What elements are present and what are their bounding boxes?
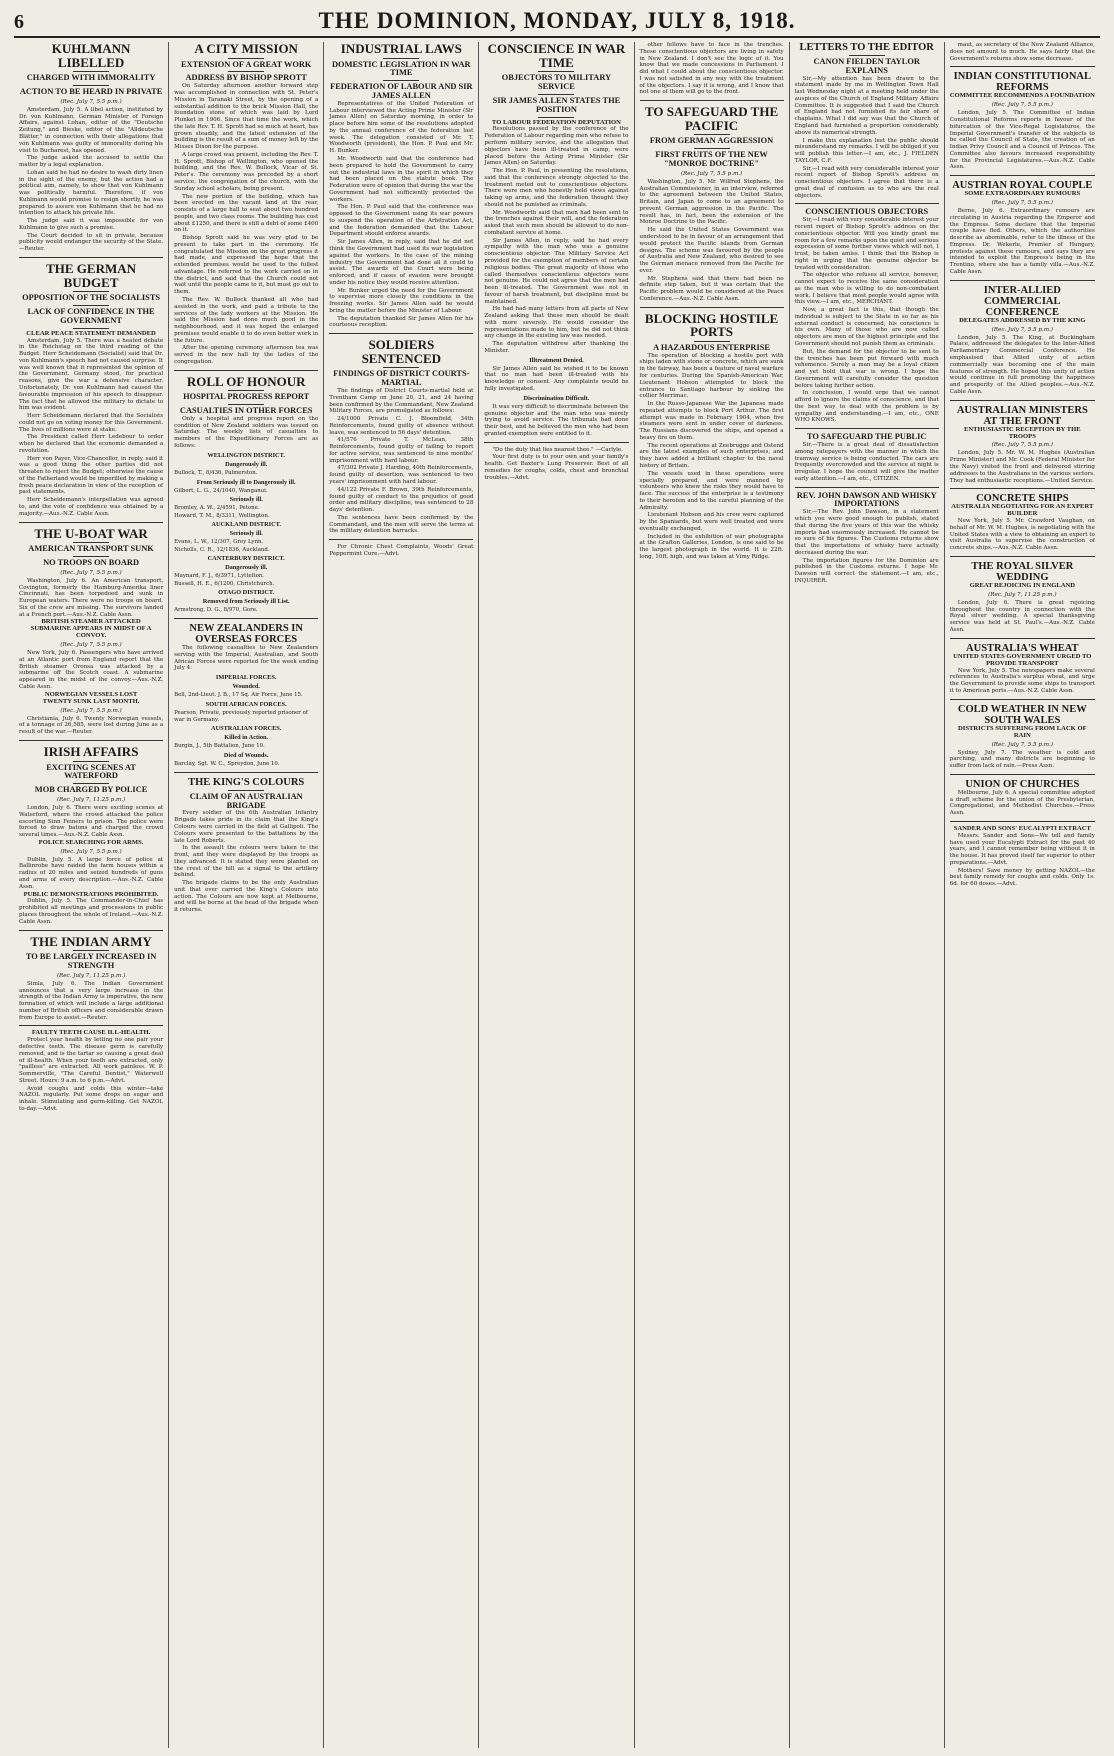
divider (538, 71, 574, 72)
divider (694, 134, 730, 135)
paragraph: The deputation withdrew after thanking the Minister. (484, 341, 629, 354)
divider (950, 488, 1095, 489)
column-6 (790, 42, 945, 1748)
paragraph: Lieutenant Hobson and his crew were captured by the Spaniards, but were well treated and were eventually exchanged. (639, 512, 784, 532)
list-item: Bullock, T., 8/436, Palmerston. (174, 469, 258, 476)
headline: TO SAFEGUARD THE PUBLIC (806, 432, 927, 442)
divider (950, 175, 1095, 176)
headline: LETTERS TO THE EDITOR (799, 42, 934, 53)
paragraph: Sir,—I read with very considerable interest your recent report of Bishop Sprott's address on conscientious objectors. I agree that there is a great deal of confusion as to who are the real objectors. (794, 165, 939, 199)
dateline: (Rec. July 7, 5.5 p.m.) (60, 569, 122, 576)
list-item: Bell, 2nd-Lieut. J. B., 17 Sq. Air Force, June 15. (174, 692, 303, 699)
paragraph: 41/576 Private T. McLean, 38th Reinforcements, found guilty of failing to report for active service, was sentenced to nine months' imprisonment with hard labour. (329, 437, 474, 464)
subheadline: LACK OF CONFIDENCE IN THE GOVERNMENT (27, 307, 155, 325)
paragraph: The brigade claims to be the only Australian unit that ever carried the King's Colours into action. The Colours are now kept at Melbourne, and will be borne at the head of the brigade when it returns. (174, 880, 319, 914)
divider (19, 930, 163, 931)
paragraph: Mr. Woodworth said that men had been sent to the trenches against their will, and the federation asked that such men should be allowed to do non-combatant service at home. (484, 209, 629, 236)
column-1 (14, 42, 169, 1748)
headline: INDIAN CONSTITUTIONAL REFORMS (953, 71, 1092, 94)
divider (329, 539, 473, 540)
headline: INTER-ALLIED COMMERCIAL CONFERENCE (983, 284, 1061, 318)
subheadline: OBJECTORS TO MILITARY SERVICE (501, 73, 612, 92)
story-indian-army (19, 935, 163, 1022)
headline: COLD WEATHER IN NEW SOUTH WALES (957, 703, 1087, 726)
paragraph: The judge asked the accused to settle the matter by a legal explanation. (19, 155, 164, 169)
column-3 (324, 42, 479, 1748)
story-austrian-royal (950, 180, 1095, 276)
ad-text: Avoid coughs and colds this winter—take NAZOL regularly. Put some drops on sugar and inhale. Stimulating and germ-killing. Get NAZOL to-day.—Advt. (19, 1085, 164, 1112)
headline: THE ROYAL SILVER WEDDING (971, 560, 1074, 583)
headline: CONSCIENCE IN WAR TIME (487, 42, 626, 70)
paragraph: Simla, July 6. The Indian Government announces that a very large increase in the strength of the Indian Army is imperative, the new formation of which will include a large additional number of British officers and considerable drawn from Europe to assist.—Reuter. (19, 980, 164, 1021)
divider (228, 58, 264, 59)
subheadline: CLAIM OF AN AUSTRALIAN BRIGADE (189, 791, 303, 810)
divider (383, 80, 419, 81)
story-silver-wedding (950, 561, 1095, 634)
divider (849, 55, 885, 56)
divider (329, 333, 473, 334)
divider (694, 341, 730, 342)
list-label: Dangerously ill. (225, 564, 268, 572)
list-label: Seriously ill. (229, 496, 263, 504)
paragraph: Herr Scheidemann's interpellation was agreed to, and the vote of confidence was obtained by a majority.—Aus.-N.Z. Cable Assn. (19, 497, 164, 517)
paragraph: He had had many letters from all parts of New Zealand asking that these men should be dealt with more severely. He would consider the representations made to him, but he did not think any change in the existing law was needed. (484, 306, 629, 340)
story-safeguard-public (795, 433, 939, 482)
divider (73, 542, 109, 543)
paragraph: London, July 6. There were exciting scenes at Waterford, where the crowd attacked the police escorting Sinn Feiners to prison. The police were forced to draw batons and charged the crowd several times.—Aus.-N.Z. Cable Assn. (19, 804, 164, 839)
story-industrial-laws (329, 42, 473, 329)
divider (73, 305, 109, 306)
subheadline: UNITED STATES GOVERNMENT URGED TO PROVIDE TRANSPORT (953, 652, 1092, 667)
story-roll-of-honour (174, 375, 318, 614)
headline: SOLDIERS SENTENCED (361, 337, 442, 366)
subheadline: PUBLIC DEMONSTRATIONS PROHIBITED. (23, 890, 159, 898)
story-indian-reforms (950, 71, 1095, 171)
subheadline: CHARGED WITH IMMORALITY (26, 73, 156, 83)
subheadline: ENTHUSIASTIC RECEPTION BY THE TROOPS (963, 425, 1081, 440)
divider (640, 307, 784, 308)
divider (484, 442, 628, 443)
paragraph: The sentences have been confirmed by the Commandant, and the men will serve the terms at the military detention barracks. (329, 514, 474, 535)
divider (950, 280, 1095, 281)
paragraph: The objector who refuses all service, however, cannot expect to receive the same consideration as the man who is willing to do non-combatant work. I believe that most people would agree with this view.—I am, etc., MERCHANT. (794, 272, 939, 306)
paragraph: Sydney, July 7. The weather is cold and parching, and many districts are beginning to suffer from lack of rain.—Press Assn. (949, 749, 1095, 770)
paragraph: The deputation thanked Sir James Allen for his courteous reception. (329, 315, 474, 329)
subheadline: CASUALTIES IN OTHER FORCES (179, 406, 313, 416)
paragraph: Sir,—I read with very considerable interest your recent report of Bishop Sprott's address on the conscientious objector. Will you kindly grant me room for a few remarks upon the quiet and serious expression of some further views which will not, I trust, be taken amiss. I think that the Bishop is right in urging that the genuine objector be treated with consideration. (794, 217, 939, 271)
section-label: AUSTRALIAN FORCES. (211, 725, 282, 733)
paragraph: Sir,—There is a great deal of dissatisfaction among ratepayers with the manner in which the tramway service is being conducted. The cars are frequently overcrowded and the service at night is irregular. I hope the council will give the matter early attention.—I am, etc., CITIZEN. (794, 442, 939, 482)
paragraph: He said the United States Government was understood to be in favour of an arrangement that would protect the Pacific islands from German designs. The scheme was favoured by the people of Australia and New Zealand, who desired to see the German menace removed from the Pacific for ever. (639, 227, 784, 274)
subheadline: NORWEGIAN VESSELS LOST (44, 690, 138, 698)
subheadline: FEDERATION OF LABOUR AND SIR JAMES ALLEN (330, 82, 473, 101)
subheadline: EXTENSION OF A GREAT WORK (180, 59, 312, 69)
divider (73, 556, 109, 557)
subheadline: DELEGATES ADDRESSED BY THE KING (959, 316, 1086, 324)
columns (14, 42, 1100, 1748)
divider (73, 85, 109, 86)
divider (174, 370, 318, 371)
paragraph: The recent operations at Zeebrugge and Ostend are the latest examples of such enterprises, and they have added a brilliant chapter to the naval history of Britain. (639, 442, 784, 469)
paragraph: Sir James Allen, in reply, said that he did not think the Government had used its war legislation against the workers. In the case of the mining industry the Government had done all it could to assist. The awards of the Court were being enforced, and if cases of evasion were brought under his notice they would receive attention. (329, 239, 474, 286)
paragraph: Bishop Sprott said he was very glad to be present to take part in the ceremony. He congratulated the Mission on the great progress it had made, and expressed the hope that the extended premises would be used to the fullest advantage. He referred to the work carried on in the district, and said that the Church could not wait until the people came to it, but must go out to them. (174, 235, 319, 296)
headline: THE KING'S COLOURS (188, 776, 305, 788)
list-item: Barclay, Sgt. W. C., Spreydon, June 10. (174, 761, 280, 768)
headline: THE GERMAN BUDGET (46, 260, 137, 290)
list-label: Killed in Action. (224, 734, 269, 742)
column-2 (169, 42, 324, 1748)
story-objectors-letter (795, 208, 939, 424)
list-item: Burgin, J., 5th Battalion, June 10. (174, 743, 265, 750)
paragraph: other fellows have to face in the trenches. These conscientious objectors are living in safety in New Zealand. I don't see the logic of it. You know that we made concessions in Parliament. I did what I could about the conscientious objector. I was not satisfied in any way with the treatment of the objectors. I say it is wrong, and I know that not one of them will go to the front. (639, 42, 784, 96)
column-5 (635, 42, 790, 1748)
paragraph: The President called Herr Ledebour to order when he declared that the economic demanded a revolution. (19, 434, 164, 454)
subheadline: AUSTRALIA NEGOTIATING FOR AN EXPERT BUILDER (951, 503, 1094, 518)
story-irish-affairs (19, 745, 163, 926)
list-label: From Seriously ill to Dangerously ill. (196, 478, 296, 486)
subheadline: OPPOSITION OF THE SOCIALISTS (22, 293, 161, 303)
paragraph: Included in the exhibition of war photographs at the Grafton Galleries, London, is one said to be the largest photograph in the world. It is 22ft. long, 10ft. high, and was taken at Vimy Ridge. (639, 533, 784, 560)
dateline: (Rec. July 7, 5.5 p.m.) (680, 170, 743, 177)
newspaper-title: THE DOMINION, MONDAY, JULY 8, 1918. (318, 8, 796, 33)
story-german-budget (19, 262, 163, 518)
headline: NEW ZEALANDERS IN OVERSEAS FORCES (189, 623, 303, 646)
subheadline: DOMESTIC LEGISLATION IN WAR TIME (332, 59, 471, 78)
section-label: OTAGO DISTRICT. (218, 589, 275, 597)
paragraph: Only a hospital and progress report on the condition of New Zealand soldiers was issued on Saturday. The weekly lists of casualties to members of the Expeditionary Forces are as follows: (174, 415, 319, 449)
story-letters (795, 42, 939, 199)
column-4 (479, 42, 634, 1748)
story-inter-allied (950, 285, 1095, 396)
paragraph: Washington, July 6. An American transport, Covington, formerly the Hamburg-Amerika liner Cincinnati, has been torpedoed and sunk in European waters. There were no troops on board. Six of the crew are missing. The survivors landed at a French port.—Aus.-N.Z. Cable Assn. (19, 577, 164, 618)
story-whisky (795, 492, 939, 585)
dateline: (Rec. July 7, 5.5 p.m.) (60, 848, 122, 855)
list-label: Removed from Seriously ill List. (202, 598, 290, 606)
divider (950, 699, 1095, 700)
paragraph: Mr. Bunker urged the need for the Government to supervise more closely the conditions in the freezing works. Sir James Allen said he would bring the matter before the Minister of Labour. (329, 287, 474, 314)
section-label: Discrimination Difficult. (523, 394, 590, 402)
divider (795, 487, 939, 488)
paragraph: Sir James Allen, in reply, said he had every sympathy with the man who was a genuine conscientious objector. The Military Service Act provided for the exemption of members of certain religious bodies. The great majority of those who called themselves conscientious objectors were not genuine. He could not agree that the men had been ill-treated. The Government was not in favour of harsh treatment, but discipline must be maintained. (484, 237, 629, 305)
paragraph: London, July 5. Mr. W. M. Hughes (Australian Prime Minister) and Mr. Cook (Federal Minister for the Navy) visited the front and delivered stirring addresses to the Australians in the various sectors. They had enthusiastic receptions.—United Service. (949, 450, 1095, 484)
section-label: IMPERIAL FORCES. (215, 674, 277, 682)
divider (19, 1025, 163, 1026)
dateline: (Rec. July 7, 5.5 p.m.) (991, 326, 1053, 333)
divider (73, 328, 109, 329)
divider (228, 71, 264, 72)
story-australia-wheat (950, 643, 1095, 695)
divider (795, 428, 939, 429)
divider (694, 148, 730, 149)
list-label: Seriously ill. (229, 530, 263, 538)
list-item: Pearson, Private, previously reported prisoner of war in Germany. (174, 709, 308, 723)
paragraph: Herr von Payer, Vice-Chancellor, in reply, said it was a good thing the other parties did not threaten to reject the Budget; otherwise the cause of the Fatherland would be imperilled by making a fresh peace declaration in view of the reception of past statements. (19, 455, 164, 496)
story-u-boat (19, 527, 163, 736)
subheadline: EXCITING SCENES AT WATERFORD (46, 762, 136, 781)
ad-text: "Do the duty that lies nearest thee." —Carlyle. (492, 446, 623, 453)
paragraph: maut, as secretary of the New Zealand Alliance, does not amount to much. He says fairly that the Government's returns show some decrease. (949, 42, 1095, 62)
paragraph: Resolutions passed by the conference of the Federation of Labour regarding men who refuse to perform military service, and the allegation that objectors have been ill-treated in camp, were placed before the Acting Prime Minister (Sir James Allen) on Saturday. (484, 126, 629, 167)
page-number: 6 (14, 11, 24, 33)
dateline: (Rec. July 7, 5.5 p.m.) (991, 102, 1053, 109)
ad-text: For Chronic Chest Complaints, Woods' Great Peppermint Cure.—Advt. (329, 544, 474, 557)
story-blocking-ports (640, 312, 784, 561)
divider (73, 950, 109, 951)
divider (19, 522, 163, 523)
paragraph: Sir James Allen said he wished it to be known that no man had been ill-treated with his knowledge or consent. Any complaints would be fully investigated. (484, 365, 629, 393)
subheadline: HOSPITAL PROGRESS REPORT (183, 392, 310, 402)
subheadline: FROM GERMAN AGGRESSION (649, 136, 774, 146)
headline: INDUSTRIAL LAWS (340, 42, 462, 56)
story-conscience (484, 42, 628, 438)
section-label: AUCKLAND DISTRICT. (211, 521, 281, 529)
story-cold-weather (950, 704, 1095, 770)
list-item: Armstrong, D. G., 8/970, Gore. (174, 607, 258, 614)
dateline: (Rec. July 7, 11.25 p.m.) (988, 591, 1057, 598)
subheadline: SIR JAMES ALLEN STATES THE POSITION (492, 95, 621, 114)
subheadline: POLICE SEARCHING FOR ARMS. (38, 838, 144, 846)
advertisement (19, 1030, 163, 1112)
paragraph: Berne, July 6. Extraordinary rumours are circulating in Austria regarding the Emperor and the Empress. Some declare that the Imperial couple have fled. Others, which the authorities describe as abominable, refer to the illness of the Empress. Dr. Wekerle, Premier of Hungary, protests against these rumours, and says they are intended to exploit the Empress's being in the Trentino, where she has a family villa.—Aus.-N.Z. Cable Assn. (949, 208, 1095, 275)
section-label: SOUTH AFRICAN FORCES. (205, 700, 287, 708)
dateline: (Rec. July 7, 11.25 p.m.) (56, 796, 126, 803)
list-item: Howard, T. M., 8/3311, Wellington. (174, 512, 270, 519)
column-7 (945, 42, 1100, 1748)
paragraph: Every soldier of the 6th Australian Infantry Brigade takes pride in its claim that the King's Colours were carried in the field at Gallipoli. The Colours were presented to the battalions by the late Lord Roberts. (174, 810, 319, 844)
ad-text: Messrs. Sander and Sons—We tell and family have used your Eucalypti Extract for the past 40 years, and I cannot remember being without it in the house. It has proved itself far superior to other preparations.—Advt. (949, 832, 1095, 866)
subheadline: TO BE LARGELY INCREASED IN STRENGTH (25, 952, 157, 970)
paragraph: New York, July 5. Mr. Crawford Vaughan, on behalf of Mr. W. M. Hughes, is negotiating with the United States with a view to obtaining an expert to visit Australia to supervise the construction of concrete ships.—Aus.-N.Z. Cable Assn. (949, 518, 1095, 552)
paragraph: The Rev. W. Bullock thanked all who had assisted in the work, and paid a tribute to the services of the lady workers at the Mission. He said the Mission had done much good in the neighbourhood, and it was hoped the enlarged premises would enable it to do even better work in the future. (174, 297, 319, 344)
divider (228, 790, 264, 791)
list-label: Died of Wounds. (223, 752, 269, 760)
divider (795, 203, 939, 204)
divider (19, 740, 163, 741)
ad-headline: SANDER AND SONS' EUCALYPTI EXTRACT (953, 824, 1091, 832)
headline: IRISH AFFAIRS (43, 743, 139, 759)
paragraph: Sir,—The Rev. John Dawson, in a statement which you were good enough to publish, stated that during the five years of this war the whisky imports had enormously increased. He cannot be so sure of his figures. The Customs returns show that the importations of whisky have actually decreased during the war. (794, 509, 939, 556)
ad-headline: FAULTY TEETH CAUSE ILL-HEALTH. (31, 1029, 151, 1037)
divider (73, 783, 109, 784)
subheadline: DISTRICTS SUFFERING FROM LACK OF RAIN (958, 724, 1087, 739)
paragraph: After the opening ceremony afternoon tea was served in the new hall by the ladies of the congregation. (174, 345, 319, 365)
dateline: (Rec. July 7, 5.5 p.m.) (60, 642, 122, 649)
paragraph: Amsterdam, July 5. A libel action, instituted by Dr. von Kuhlmann, German Minister of Foreign Affairs, against Lohan, editor of the "Deutsche Zeitung," and Bieske, editor of the "Alldeutsche Blätter," in connection with their allegations that von Kuhlmann was guilty of immorality during his visit to Bucharest, has opened. (19, 106, 164, 154)
paragraph: Christiania, July 6. Twenty Norwegian vessels, of a tonnage of 26,585, were lost during June as a result of the war.—Reuter. (19, 715, 164, 736)
subheadline: GREAT REJOICING IN ENGLAND (969, 582, 1076, 590)
paragraph: The operation of blocking a hostile port with ships laden with stone or concrete, which are sunk in the fairway, has been a feature of naval warfare for centuries. During the Spanish-American War, Lieutenant Hobson attempted to block the entrance to Santiago harbour by sinking the collier Merrimac. (639, 352, 784, 400)
headline: THE INDIAN ARMY (30, 933, 152, 949)
divider (383, 58, 419, 59)
story-kings-colours (174, 777, 318, 914)
subheadline: A HAZARDOUS ENTERPRISE (653, 342, 770, 352)
headline: AUSTRIAN ROYAL COUPLE (952, 180, 1093, 192)
paragraph: New York, July 6. Passengers who have arrived at an Atlantic port from England report that the British steamer Oronsa was attacked by a submarine off the Scotch coast. A submarine appeared in the midst of the convoy.—Aus.-N.Z. Cable Assn. (19, 650, 164, 690)
paragraph: Mr. Woodworth said that the conference had been prepared to hold the Government to carry out the industrial laws in the spirit in which they had been placed on the statute book. The Federation were of opinion that during the war the Government had not sufficiently protected the workers. (329, 156, 474, 203)
section-label: CANTERBURY DISTRICT. (207, 555, 285, 563)
paragraph: Now, a great fact is this, that though the individual is subject to the State in so far as his external conduct is concerned, his conscience is his own. Many of those who are now called objectors are men of the highest principle and the Government should not punish them as criminals. (794, 307, 939, 348)
ad-text: Mothers! Save money by getting NAZOL—the best family remedy for coughs and colds. Only 1s. 6d. for 60 doses.—Advt. (949, 867, 1095, 888)
divider (640, 100, 784, 101)
paragraph: The new portion of the building, which has been erected on the vacant land at the rear, consists of a large hall to seat about two hundred people, and two class rooms. The building has cost about £1250, and there is still a debt of some £400 on it. (174, 193, 319, 234)
paragraph: The Hon. P. Paul, in presenting the resolutions, said that the conference strongly objected to the treatment meted out to conscientious objectors. There were men who honestly held views against taking up arms, and the federation thought they should not be punished as criminals. (484, 168, 629, 208)
paragraph: In the assault the colours were taken to the front, and they were displayed by the troops as they advanced. It is stated they were planted on the crest of the hill as a signal to the artillery behind. (174, 845, 319, 879)
paragraph: The Hon. P. Paul said that the conference was opposed to the Government using its war powers to suspend the operation of the Arbitration Act, and the federation demanded that the Labour Department should enforce awards. (329, 204, 474, 238)
subheadline: COMMITTEE RECOMMENDS A FOUNDATION (949, 92, 1095, 100)
list-label: Wounded. (232, 683, 260, 691)
paragraph: The Court decided to sit in private, because publicity would endanger the security of the State.—Reuter. (19, 232, 164, 253)
subheadline: TO LABOUR FEDERATION DEPUTATION (491, 118, 621, 126)
subheadline: SUBMARINE APPEARS IN MIDST OF A CONVOY. (30, 625, 152, 640)
headline: CONSCIENTIOUS OBJECTORS (805, 207, 929, 217)
divider (950, 556, 1095, 557)
paragraph: I make this explanation lest the public should misunderstand my remarks. I will be obliged if you will publish this letter.—I am, etc., J. FIELDEN TAYLOR, C.F. (794, 137, 939, 164)
list-item: Maynard, F. J., 6/3971, Lyttelton. (174, 573, 265, 580)
paragraph: On Saturday afternoon another forward step was accomplished in connection with St. Peter's Mission in Taranaki Street, by the opening of a substantial addition to the brick Mission Hall, the foundation stone of which was laid by Lord Plunket in 1906. Since that time the work, which the late Rev. T. H. Sprott had so much at heart, has grown steadily, and the latest extension of the building is the result of a sum of money left by the Misses Dixon for the purpose. (174, 83, 319, 151)
paragraph: The judge said it was impossible for von Kuhlmann to give such a promise. (19, 218, 164, 231)
paragraph: New York, July 5. The newspapers make several references to Australia's surplus wheat, and urge the Government to provide some ships to transport it to American ports.—Aus.-N.Z. Cable Assn. (949, 667, 1095, 694)
dateline: (Rec. July 7, 5.5 p.m.) (60, 707, 122, 714)
divider (73, 761, 109, 762)
subheadline: CLEAR PEACE STATEMENT DEMANDED (26, 329, 156, 337)
headline: BLOCKING HOSTILE PORTS (644, 310, 779, 340)
masthead (14, 8, 1100, 38)
subheadline: ACTION TO BE HEARD IN PRIVATE (19, 87, 163, 97)
subheadline: BRITISH STEAMER ATTACKED (41, 618, 141, 626)
story-overseas-forces (174, 623, 318, 768)
paragraph: It was very difficult to discriminate between the genuine objector and the man who was merely trying to avoid service. The tribunals had done their best, and he believed the men who had been granted exemption were entitled to it. (484, 403, 629, 437)
paragraph: The importation figures for the Dominion are published in the Customs returns. I hope Mr. Dawson will correct the statement.—I am, etc., INQUIRER. (794, 557, 939, 584)
paragraph: 44/122 Private F. Brown, 39th Reinforcements, found guilty of conduct to the prejudice of good order and military discipline, was sentenced to 28 days' detention. (329, 486, 474, 514)
story-concrete-ships (950, 493, 1095, 552)
paragraph: Dublin, July 5. The Commander-in-Chief has prohibited all meetings and processions in public places throughout the whole of Ireland.—Aus.-N.Z. Cable Assn. (19, 898, 164, 925)
story-soldiers-sentenced (329, 338, 473, 535)
paragraph: A large crowd was present, including the Rev. T. H. Sprott, Bishop of Wellington, who opened the building, and the Rev. W. Bullock, Vicar of St. Peter's. The ceremony was preceded by a short service, the congregation of the church, with the Sunday school scholars, being present. (174, 151, 319, 192)
paragraph: The findings of District Courts-martial held at Trentham Camp on June 20, 21, and 24 having been confirmed by the Commandant, New Zealand Military Forces, are promulgated as follows: (329, 388, 474, 415)
paragraph: 47/302 Private J. Harding, 40th Reinforcements, found guilty of desertion, was sentenced to two years' imprisonment with hard labour. (329, 465, 474, 486)
divider (950, 774, 1095, 775)
paragraph: London, July 5. The King, at Buckingham Palace, addressed the delegates to the Inter-Allied Parliamentary Commercial Conference. He emphasised that Allied unity of action commercially was becoming one of the main features of strength. He hoped this unity of action would continue in full promoting the happiness and prosperity of the Allied peoples.—Aus.-N.Z. Cable Assn. (949, 334, 1095, 395)
subheadline: TWENTY SUNK LAST MONTH. (42, 697, 140, 705)
paragraph: Mr. Stephens said that there had been no definite step taken, but it was certain that the Pacific problem would be considered at the Peace Conference.—Aus.-N.Z. Cable Assn. (639, 275, 784, 302)
subheadline: CANON FIELDEN TAYLOR EXPLAINS (813, 57, 920, 75)
paragraph: In conclusion, I would urge that we cannot afford to ignore the claims of conscience, and that the best way to deal with the problem is by sympathy and understanding.—I am, etc., ONE WHO KNOWS. (794, 390, 939, 424)
dateline: (Rec. July 7, 11.25 p.m.) (56, 972, 126, 979)
divider (228, 390, 264, 391)
section-label: WELLINGTON DISTRICT. (207, 451, 285, 459)
divider (174, 618, 318, 619)
paragraph: London, July 5. The Committee of Indian Constitutional Reforms reports in favour of the bifurcation of the Vice-Regal Legislatures, the Imperial Government's transfer of the subjects to be called the Council of State, the creation of an Indian Privy Council and a Council of Princes. The Committee also favours increased responsibility for the Provincial Legislatures.—Aus.-N.Z. Cable Assn. (949, 110, 1095, 171)
headline: CONCRETE SHIPS (976, 493, 1069, 505)
subheadline: ADDRESS BY BISHOP SPROTT (185, 73, 307, 83)
advertisement (950, 826, 1095, 888)
subheadline: SOME EXTRAORDINARY RUMOURS (964, 190, 1081, 198)
subheadline: AMERICAN TRANSPORT SUNK (28, 544, 154, 554)
paragraph: Representatives of the United Federation of Labour interviewed the Acting Prime Minister (Sir James Allen) on Saturday morning, in order to place before him some of the resolutions adopted by the annual conference of the federation last week. The delegation consisted of Mr. T. Woodworth (president), the Hon. P. Paul and Mr. H. Bunker. (329, 100, 474, 155)
headline: AUSTRALIA'S WHEAT (966, 642, 1079, 654)
headline: AUSTRALIAN MINISTERS AT THE FRONT (956, 404, 1088, 427)
list-item: Bromley, A. W., 2/4591, Petone. (174, 505, 260, 512)
advertisement (484, 447, 628, 482)
divider (73, 291, 109, 292)
divider (950, 400, 1095, 401)
paragraph: Herr Scheidemann declared that the Socialists could not go on voting money for this Government. The lives of millions were at stake. (19, 413, 164, 433)
paragraph: London, July 6. There is great rejoicing throughout the country in connection with the Royal silver wedding. A special thanksgiving service was held at St. Paul's.—Aus.-N.Z. Cable Assn. (949, 599, 1095, 633)
divider (19, 257, 163, 258)
list-item: Bussell, H. E., 6/1200, Christchurch. (174, 580, 275, 587)
list-label: Dangerously ill. (225, 460, 268, 468)
paragraph: Lohan said he had no desire to wash dirty linen in the sight of the enemy, but the action had a political aim, namely, to show that von Kuhlmann was politically harmful. Therefore, if von Kuhlmann would promise to resign shortly, he was prepared to assure von Kuhlmann that he had no intention to attack his private life. (19, 169, 164, 217)
ad-text: Protect your health by letting no one pair your defective teeth. The disease germ is carefully removed, and is the tartar so causing a great deal of ill-health. When your teeth are extracted, only "pailless" are extracted. All work painless. W. P. Sommerville, "The Careful Dentist," Waterwell Street. Hours: 9 a.m. to 6 p.m.—Advt. (19, 1037, 164, 1084)
paragraph: Sir,—My attention has been drawn to the statement made by me in Wellington Town Hall last Wednesday night at a meeting held under the auspices of the Church of England Military Affairs Committee. It is suggested that I said the Church of England had not furnished its fair share of chaplains. What I did say was that the Church of England had furnished a proportion considerably above its numerical strength. (794, 75, 939, 136)
paragraph: The following casualties to New Zealanders serving with the Imperial, Australian, and South African Forces were reported for the week ending July 4: (174, 645, 319, 672)
divider (950, 821, 1095, 822)
divider (228, 404, 264, 405)
dateline: (Rec. July 7, 5.5 p.m.) (991, 200, 1053, 207)
paragraph: 24/1000 Private C. J. Bloomfield, 34th Reinforcements, found guilty of absence without leave, was sentenced to 56 days' detention. (329, 416, 474, 436)
paragraph: In the Russo-Japanese War the Japanese made repeated attempts to block Port Arthur. The first attempt was made in February 1904, when five steamers were sent in under cover of darkness. The Russians discovered the ships, and opened a heavy fire on them. (639, 401, 784, 441)
story-union-churches (950, 779, 1095, 817)
subheadline: FIRST FRUITS OF THE NEW "MONROE DOCTRINE" (655, 150, 768, 169)
paragraph: Melbourne, July 6. A special committee adopted a draft scheme for the union of the Presbyterian, Congregational, and Methodist Churches.—Press Assn. (949, 789, 1095, 817)
paragraph: The vessels used in these operations were specially prepared, and were manned by volunteers who knew the risks they would have to face. The success of the enterprise is a testimony to their heroism and to the careful planning of the Admiralty. (639, 470, 784, 511)
dateline: (Rec. July 7, 5.5 p.m.) (991, 442, 1053, 449)
headline: THE U-BOAT WAR (34, 525, 148, 541)
list-item: Gilbert, L. G., 24/1040, Wanganui. (174, 487, 268, 494)
ad-text: Your first duty is to your own and your family's health. Get Baxter's Lung Preserver. Best of all remedies for coughs, colds, chest and bronchial troubles.—Advt. (484, 454, 629, 481)
dateline: (Rec. July 7, 5.5 p.m.) (991, 741, 1053, 748)
dateline: (Rec. July 7, 5.5 p.m.) (60, 98, 122, 105)
divider (950, 66, 1095, 67)
paragraph: Washington, July 5. Mr. Wilfred Stephens, the Australian Commissioner, in an interview, referred to the agreement between the United States, Britain, and Japan to come to an agreement to prevent German aggression in the Pacific. The result has, in fact, been the extension of the Monroe Doctrine to the Pacific. (639, 178, 784, 226)
headline: A CITY MISSION (194, 42, 298, 56)
divider (383, 367, 419, 368)
headline: UNION OF CHURCHES (965, 778, 1080, 790)
divider (174, 772, 318, 773)
story-kuhlmann (19, 42, 163, 253)
divider (950, 638, 1095, 639)
divider (538, 117, 574, 118)
headline: REV. JOHN DAWSON AND WHISKY IMPORTATIONS (796, 490, 937, 509)
headline: TO SAFEGUARD THE PACIFIC (644, 104, 779, 133)
paragraph: But, the demand for the objector to be sent to the trenches has been put forward with much vehemence. Surely a man may be a loyal citizen and yet hold that war is wrong. I hope the Government will carefully consider the question before taking further action. (794, 348, 939, 389)
paragraph: Amsterdam, July 5. There was a heated debate in the Reichstag on the third reading of the Budget. Herr Scheidemann (Socialist) said that Dr. von Kuhlmann's speech had not caused surprise. It was well known that it represented the opinion of the Government. Germany stood, for practical reasons, give the war a defensive character. Unfortunately, Dr. von Kuhlmann had caused the favourable impression of his speech to disappear. The fact that he allowed the military to dictate to him was evident. (19, 337, 164, 412)
story-safeguard-pacific (640, 105, 784, 303)
list-item: Nicholls, C. R., 12/1836, Auckland. (174, 546, 270, 553)
divider (538, 94, 574, 95)
subheadline: FINDINGS OF DISTRICT COURTS-MARTIAL (333, 369, 470, 388)
paragraph: Dublin, July 5. A large force of police at Ballinrobe have raided the farm houses within a radius of 20 miles and seized hundreds of guns and arms of every description.—Aus.-N.Z. Cable Assn. (19, 856, 164, 890)
list-item: Evans, L. W., 12/307, Grey Lynn. (174, 539, 264, 546)
subheadline: MOB CHARGED BY POLICE (34, 785, 148, 795)
story-australian-ministers (950, 405, 1095, 485)
divider (73, 71, 109, 72)
subheadline: NO TROOPS ON BOARD (43, 557, 140, 567)
story-city-mission (174, 42, 318, 366)
headline: KUHLMANN LIBELLED (51, 42, 131, 70)
headline: ROLL OF HONOUR (186, 373, 306, 389)
section-label: Illtreatment Denied. (529, 356, 584, 364)
